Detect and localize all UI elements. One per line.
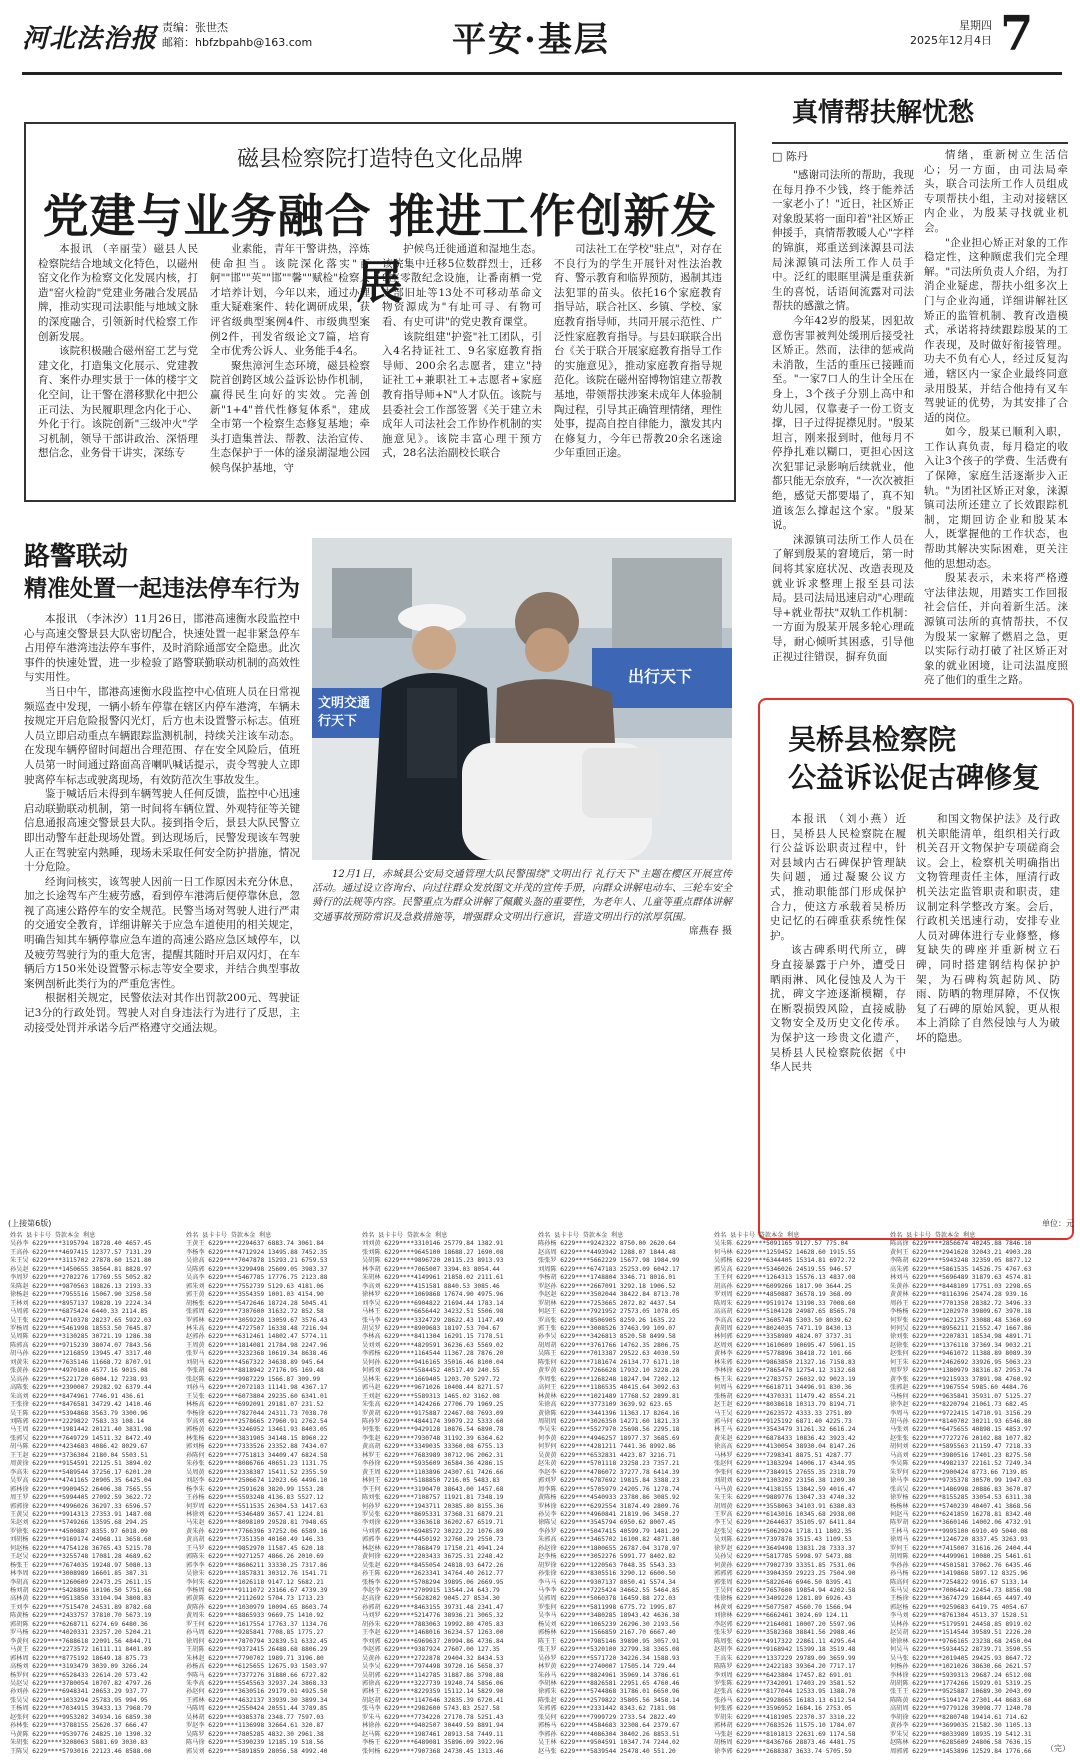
feature-column-4	[554, 242, 722, 492]
editor-info	[162, 20, 312, 50]
section-title: 平安·基层	[452, 20, 610, 60]
wuqiao-headline-1: 吴桥县检察院	[788, 723, 957, 756]
right-story-text-2: 情绪，重新树立生活信心；另一方面，由司法局牵头，联合司法所工作人员组成专项帮扶小组，主动对接辖区内企业，为殷某寻找就业机会。 "企业担心矫正对象的工作稳定性，这种顾虑我们完全理解。"司法所负责人介绍，为打消企业疑虑，帮扶小组多次上门与企业沟通，详细讲解社区矫正的监管机制、教育改造模式，承诺将持续跟踪殷某的工作表现，及时做好衔接管理。功夫不负有心人，经过反复沟通，辖区内一家企业最终同意录用殷某，并结合他持有叉车驾驶证的优势，为其安排了合适的岗位。 如今，殷某已顺利入职，工作认真负责，每月稳定的收入让3个孩子的学费、生活费有了保障，家庭生活逐渐步入正轨。"为团社区矫正对象，涞源镇司法所还建立了长效跟踪机制，定期回访企业和殷某本人，既掌握他的工作状态，也帮助其解决实际困难，更关注他的思想动态。 殷某表示，未来将严格遵守法律法规，用踏实工作回报社会信任，并向着新生活。涞源镇司法所的真情帮扶，不仅为殷某一家解了燃眉之急，更以实际行动打破了社区矫正对象的就业困境，让司法温度照亮了他们的重生之路。	[924, 149, 1068, 687]
feature-column-1	[38, 242, 198, 492]
photo-sign-2: 行天下	[318, 714, 358, 729]
feature-kicker: 磁县检察院打造特色文化品牌	[236, 147, 523, 172]
email-line: 邮箱：hbfzbpahb@163.com	[162, 36, 313, 49]
wuqiao-column-1	[770, 812, 906, 1226]
masthead	[22, 6, 1062, 75]
traffic-text: 本报讯 （李沐汐）11月26日，邯港高速衡水段监控中心与高速交警景县大队密切配合，快速处置一起非紧急停车占用停车港湾违法停车事件，及时消除通部安全隐患。此次事件的快速处置，进一步检验了路警联勤联动机制的高效性与实用性。 当日中午，邯港高速衡水段监控中心值班人员在日常视频巡查中发现，一辆小轿车停靠在辖区内停车港湾，车辆未按规定开启危险报警闪光灯，后方也未设置警示标志。值班人员立即启动重点车辆跟踪监测机制，持续关注该车动态。在发现车辆停留时间超出合理范围、存在安全风险后，值班人员第一时间通过路面高音喇叭喊话提示，责令驾驶人立即驶离停车标志或驶离现场，有效防范次生事故发生。 鉴于喊话后未得到车辆驾驶人任何反馈，监控中心迅速启动联勤联动机制，第一时间将车辆位置、外观特征等关键信息通报高速交警景县大队。接到指令后，景县大队民警立即出动警车赶赴现场处置。到达现场后，民警发现该车驾驶人正在驾驶室内熟睡，现场未采取任何安全防护措施，情况十分危险。 经询问核实，该驾驶人因前一日工作原因未充分休息，加之长途驾车产生疲劳感，看到停车港湾后便停靠休息，忽视了高速公路停车的安全规范。民警当场对驾驶人进行严肃的交通安全教育，详细讲解关于应急车道使用的相关规定，明确告知其车辆停靠应急车道的高速公路应急区域停车，以及疲劳驾驶行为的重大危害，提醒其随时开启双闪灯，在车辆后方150米处设置警示标志等安全要求，并结合典型事故案例剖析此类行为的严重危害性。 根据相关规定，民警依法对其作出罚款200元、驾驶证记3分的行政处罚。驾驶人对自身违法行为进行了反思，主动接受处罚并承诺今后严格遵守交通法规。	[24, 613, 300, 1034]
right-story-column-1	[772, 168, 914, 690]
page-number: 7	[1000, 6, 1034, 62]
issue-date: 2025年12月4日	[910, 34, 992, 47]
news-photo	[312, 538, 732, 860]
table-caption-left: (上接第6版)	[8, 1219, 52, 1228]
feature-column-3	[382, 242, 542, 492]
caption-text: 12月1日，赤城县公安局交通管理大队民警围绕"文明出行 礼行天下"主题在樱区开展宣传活动。通过设立咨询台、向过往群众发放图文并茂的宣传手册，向群众讲解电动车、三轮车安全骑行的法规等内容。民警重点为群众讲解了佩戴头盔的重要性，为老年人、儿童等重点群体讲解交通事故预防常识及急救措施等，增强群众文明出行意识，营造文明出行的浓厚氛围。	[312, 869, 732, 923]
table-column: 姓名 县卡卡号 贷款本金 利息 王黄王 6229****2294637 6883.74 3061.84 李杨李 6229****4712924 13495.88 7452.35 吴徐高 6229****7047878 15293.21 6759.53 吴陈郭 6229****3299498 25609.05 3983.37 吴高李 6229****5467785 17776.75 2123.88 郭朱刘 6229****7552739 5129.63 4181.06 郭王黄 6229****3554359 1001.03 4154.90 胡杨张 6229****5472646 18724.28 5045.41 张郭周 6229****7307600 31632.72 852.58 罗郭林 6229****3059220 13059.67 3576.43 林朱高 6229****4727507 16338.48 7216.94 赵郭孙 6229****6312461 14802.47 5774.11 王周黄 6229****1814081 21784.98 2247.96 张罗马 6229****3232368 10619.34 8638.46 刘胡马 6229****4567322 34638.89 945.64 李张胡 6229****8818942 27176.95 169.48 张赵陈 6229****9987229 1566.87 309.99 刘孙马 6229****2072183 11141.98 4367.17 王吴张 6229****6073804 29235.60 6341.01 林杨高 6229****6992091 29181.07 231.52 李杨徐 6229****7827044 24311.73 7038.70 罗高刘 6229****2578665 27960.91 2762.54 郭杨黄 6229****3246952 13461.93 8403.05 林张杨 6229****3831905 34148.15 8960.22 郭刘杨 6229****7333526 23352.88 7434.07 孙陈何 6229****7751813 34409.47 6824.58 朱孙张 6229****8086766 40651.23 1131.75 吴周黄 6229****2338387 15411.52 2355.59 刘赵李 6229****2506674 12023.66 4496.10 杨李朱 6229****2591628 3820.99 1553.28 王孙杨 6229****5593248 4136.83 5527.12 何罗周 6229****5511535 26304.53 1417.63 林徐刘 6229****5346489 3657.41 1224.81 马朱赵 6229****8098109 29528.81 7948.65 黄朱孙 6229****7766396 37252.06 6589.16 黄高胡 6229****7351350 40160.49 146.33 王马罗 6229****9852970 11587.45 620.18 郭陈朱 6229****9271257 4866.26 2010.69 郭李李 6229****8606211 33330.25 7317.86 吴徐朱 6229****1857831 30312.76 1541.71 李何朱 6229****1026118 9147.12 5682.21 李杨周 6229****9111072 23166.67 4739.39 郭黄陈 6229****2112692 5704.73 1713.23 黄陈孙 6229****1030979 10094.65 8603.74 黄周朱 6229****8865933 9669.75 1410.92 罗王何 6229****1617554 17763.37 1134.76 孙马周 6229****9285841 7708.85 1775.27 徐周何 6229****7870794 32839.51 6332.45 王胡陈 6229****9372415 26488.68 8806.29 朱林赵 6229****7790702 1989.71 3196.80 孙杨高 6229****6125655 12675.93 1503.97 李陈马 6229****7377276 31880.66 6727.82 朱李高 6229****5545563 32937.24 3868.33 孙赵何 6229****3630516 29179.01 4925.50 王郭林 6229****4632137 33939.30 3899.34 马陈周 6229****2550424 20551.44 3789.85 吴林胡 6229****9385378 2348.77 7597.03 罗赵李 6229****1136998 32664.61 320.87 吴陈罗 6229****7805285 4832.30 2961.38 陈马徐 6229****5390239 12185.19 518.56 郭吴刘 6229****5891859 28056.58 4992.40	[186, 1232, 328, 1755]
feature-column-2	[210, 242, 370, 492]
right-story-column-2	[924, 148, 1068, 690]
traffic-headline-1: 路警联动	[24, 542, 129, 572]
photo-illustration	[312, 538, 732, 860]
headline-rule	[772, 142, 1068, 144]
wuqiao-text-2: 和国文物保护法》及行政机关职能清单，组织相关行政机关召开文物保护专项磋商会议。会上，检察机关明确指出文物管理责任主体，厘清行政机关法定监管职责和职责，建议制定科学整改方案。会后，行政机关迅速行动，安排专业人员对碑体进行专业修整，修复缺失的碑座并重新树立石碑，同时搭建钢结构保护护架，为石碑构筑起防风、防雨、防晒的物理屏障，不仅恢复了石碑的原始风貌，更从根本上消除了自然侵蚀与人为破坏的隐患。	[916, 813, 1060, 1044]
table-column: 姓名 县卡卡号 贷款本金 利息 陈高徐 6229****2856674 40245.88 7846.10 黄何王 6229****2941628 32043.21 4903.28 李陈胡 6229****5943248 32359.05 8877.12 高朱郭 6229****5861535 14526.75 4767.63 林刘马 6229****5696489 31879.63 4574.81 朱黄孙 6229****8448109 17751.03 2298.65 黄黄林 6229****8116396 25474.28 939.16 周孙王 6229****7701350 28382.72 3496.33 李杨杨 6229****1202970 39809.67 3970.18 何罗张 6229****9621257 33088.48 5360.69 何何吴 6229****8956211 21552.47 1667.86 徐刘张 6229****2207831 18534.98 4891.71 赵徐张 6229****1376118 37369.34 9032.21 赵张何 6229****9461072 11388.89 8089.39 何王朱 6229****2462692 33926.95 5063.23 周罗罗 6229****1380979 38316.87 2953.74 黄李张 6229****9215933 37891.98 4760.92 张郭赵 6229****1967554 5985.60 4484.76 马杨何 6229****9635841 35931.07 5125.27 徐李赵 6229****8220794 21061.73 682.45 李周马 6229****9722415 14710.91 3156.29 胡马孙 6229****8140702 30211.93 6546.80 马张刘 6229****6475655 40898.15 4853.97 赵张张 6229****7727276 20102.88 1077.82 胡何刘 6229****5895563 21159.47 7218.33 马高刘 6229****3980516 17401.23 8275.50 李吴陈 6229****4982137 22161.52 7249.34 朱罗何 6229****2900424 8773.66 7139.85 徐马李 6229****9735378 30570.99 1947.03 张高吴 6229****1486998 20886.83 3670.87 徐罗杨 6229****8155285 33054.53 6311.38 杨杨林 6229****5740239 40407.41 3868.56 何赵马 6229****6241859 16278.81 8342.40 陈罗胡 6229****3660146 14002.06 4732.91 王林马 6229****9995100 6910.49 5040.08 徐周马 6229****1246720 8337.45 3263.93 罗何王 6229****7415007 31616.26 2404.44 胡周陈 6229****4499961 10080.25 5461.61 李孙孙 6229****4501581 37062.76 6435.46 孙马杨 6229****1419868 5897.12 8325.96 陈高何 6229****7254822 9916.67 5133.14 朱马吴 6229****7006442 22454.73 8856.98 王杨徐 6229****3674729 16844.65 4497.49 郭赵杨 6229****9259683 6419.75 4054.67 李马刘 6229****8761304 4513.37 1528.51 吴林孙 6229****5179591 24458.85 8919.02 赵吴胡 6229****1514544 39589.51 2226.20 徐徐林 6229****9766165 23238.68 2450.04 何吴马 6229****5934452 28739.71 3590.55 吴马张 6229****2019405 29425.93 8647.72 何杨孙 6229****1021026 38630.66 2621.57 李林徐 6229****5939313 29687.24 6512.08 胡胡陈 6229****1774266 15929.01 5319.25 张王王 6229****9525887 10689.30 2043.09 陈陈黄 6229****5194174 27301.44 8683.60 高胡周 6229****9779128 39098.77 1240.78 李胡徐 6229****8280748 19414.61 714.62 黄孙李 6229****3699035 21582.30 1105.13 罗朱吴 6229****8033989 18935.19 5412.31 赵陈林 6229****6285609 24806.58 7636.15 周郭郭 6229****1453896 12529.84 1776.66	[890, 1232, 1032, 1755]
traffic-headline-2: 精准处置一起违法停车行为	[24, 575, 300, 602]
feature-text-3: 护候鸟迁徙通道和湿地生态。该院集中迁移5位数群烈士，迁移9座零散纪念设施，让番南栖一党支部旧址等13处不可移动革命文物资源成为"有址可寻、有物可看、有史可讲"的党史教育课堂。 该院组建"护瓷"社工团队，引入4名持证社工、9名家庭教育指导师、200余名志愿者，建立"持证社工+兼职社工+志愿者+家庭教育指导师+N"人才队伍。该院与县委社会工作部签署《关于建立未成年人司法社会工作协作机制的实施意见》。该院丰富心理干预方式，28名法治副校长联合	[382, 243, 542, 460]
table-column: 姓名 县卡卡号 贷款本金 利息 吴孙李 6229****3195794 18728.40 4657.45 王高孙 6229****4697415 12377.57 7131.29 朱王吴 6229****3115702 27878.60 1521.80 孙吴赵 6229****1450655 38564.81 8828.97 李周罗 6229****2702276 17769.55 5052.82 朱陈赵 6229****9870563 18826.13 2193.33 徐杨赵 6229****7955516 15067.90 3250.50 王林刘 6229****8957137 19828.19 2224.34 马周郭 6229****6875424 6440.33 2114.85 吴王张 6229****4710378 28237.65 5922.03 罗杨周 6229****5461998 18553.50 7645.87 吴周陈 6229****3130285 30721.19 1286.38 陈郭高 6229****9715239 38074.07 7843.56 胡马孙 6229****1216859 13945.47 3317.40 刘黄朱 6229****7635146 11668.72 8707.91 张黄孙 6229****4970100 4577.16 9015.08 吴高孙 6229****5221720 6004.12 7238.93 高陈张 6229****2390007 29282.92 6379.44 朱高刘 6229****8474961 7746.91 436.61 王张徐 6229****8476581 34729.42 1410.46 吴王陈 6229****5394868 3563.79 3300.96 刘陈郭 6229****2229822 7583.33 108.14 马王周 6229****1981442 20121.40 3831.98 张郭吴 6229****7649729 14511.32 8472.49 胡马陈 6229****4234683 4086.42 8029.67 王王赵 6229****3736304 2180.04 5503.51 周黄徐 6229****9154591 22125.51 3894.02 李高朱 6229****5489544 37256.17 6201.20 吴罗高 6229****4741165 20905.35 6425.04 郭林徐 6229****9909452 26406.38 7565.55 周王罗 6229****5994405 27092.59 3622.72 郭郭徐 6229****4996026 36297.33 6596.57 王黄吴 6229****9914313 27353.91 1487.08 朱赵刘 6229****5749266 13595.68 294.25 罗徐张 6229****4500887 8355.97 6018.09 刘胡杨 6229****9169174 24968.11 3658.60 何赵杨 6229****4754128 36765.43 5215.78 王赵吴 6229****3255748 17081.28 4689.62 杨张王 6229****7674035 19248.97 5080.13 林李周 6229****3008989 16601.85 387.31 李胡高 6229****1260609 22473.25 2611.15 杨刘胡 6229****5428896 10196.50 5751.66 高林黄 6229****9513850 33104.94 3808.83 王刘李 6229****7515470 24531.89 8782.68 陈黄杨 6229****2433757 37810.70 5673.19 郭胡陈 6229****6268711 6274.69 6480.36 罗马杨 6229****4020331 23257.20 5204.21 李黄何 6229****7688618 22091.56 4844.71 马黄王 6229****2273572 16111.11 8401.89 郭林周 6229****8775192 18649.18 875.73 高杨刘 6229****3193479 3039.09 3266.24 杨罗何 6229****6528433 22614.20 573.42 吴赵吴 6229****3780054 10707.82 4797.26 孙刘孙 6229****6948341 20653.29 937.77 张吴吴 6229****1033294 25783.95 994.95 王杨周 6229****7034915 39433.13 7968.79 赵张何 6229****9953202 34934.16 6859.30 孙林张 6229****3788155 25620.37 666.47 马黄陈 6229****9539776 24825.10 1390.32 朱胡张 6229****3208063 5881.69 3030.83 王陈吴 6229****5793016 22123.46 8588.00	[10, 1232, 152, 1755]
table-end-mark: （完）	[1046, 1744, 1070, 1753]
table-column: 姓名 县卡卡号 贷款本金 利息 陈孙杨 6229****9242322 8750.00 2620.64 赵高周 6229****4493942 1288.07 1844.48 张张罗 6229****5662229 15677.98 1984.99 刘周陈 6229****6747183 25253.09 6042.17 李杨胡 6229****1748804 3346.71 8016.01 罗赵孙 6229****2667091 3292.18 1906.52 李赵赵 6229****3502044 38422.84 8713.70 罗胡林 6229****7253665 2072.02 4437.54 何赵王 6229****7921952 27573.05 1078.05 罗高张 6229****8506905 8259.26 1635.22 郭王张 6229****3008526 37463.99 109.07 孙李吴 6229****3426813 8520.58 8499.58 胡周胡 6229****3761766 14762.35 2806.75 吴陈王 6229****7013387 29522.63 4030.59 陈张何 6229****7181674 26134.77 6171.10 黄罗黄 6229****7266628 17932.10 3228.28 李周张 6229****1268248 18247.94 7202.12 高何王 6229****1186535 40415.64 3092.63 林黄林 6229****1021489 17768.52 2899.81 朱徐高 6229****3773109 3639.92 623.65 黄徐陈 6229****3441396 11363.17 8264.16 周胡周 6229****3026350 14271.60 1821.33 李吴朱 6229****5527970 25698.56 2295.18 何李黄 6229****4946257 18977.37 3685.69 何罗何 6229****4281211 7441.36 8992.86 吴黄黄 6229****6532831 4423.87 3216.71 赵朱黄 6229****5701118 23258.23 7357.21 李赵李 6229****4786072 37277.78 6414.39 郭刘罗 6229****6787692 19815.84 3388.23 周李陈 6229****5705979 24205.76 1278.74 黄陈杨 6229****4540933 23780.86 3085.92 罗林徐 6229****6292554 31874.49 2809.76 孙吴李 6229****4960841 21819.96 3450.27 徐陈吴 6229****3545794 6950.62 8007.45 李孙罗 6229****5047415 40599.79 1481.29 朱郭高 6229****3465702 16100.82 4871.80 孙赵徐 6229****1800655 26787.04 3178.97 赵李杨 6229****3052276 5991.77 8402.82 胡罗徐 6229****1220563 7048.35 5543.33 孙张徐 6229****8305516 3290.12 6600.50 李马马 6229****9307137 8050.41 5574.34 马李李 6229****7225424 34662.55 5464.85 吴郭周 6229****5060378 16459.88 272.03 罗张何 6229****5811998 6775.72 1995.87 吴李马 6229****3480285 18943.42 4636.38 杨吴刘 6229****1065239 26296.30 2193.56 郭杨林 6229****1566859 2167.70 6667.40 陈王王 6229****7985146 39890.95 3057.91 张王罗 6229****5320100 32799.38 3365.08 吴孙罗 6229****5571720 34226.34 1588.93 林罗黄 6229****2740007 17505.14 729.44 朱孙马 6229****8824961 35969.14 3786.61 李胡林 6229****8826581 22951.65 4760.46 徐郭朱 6229****5744868 31786.01 6650.96 陈张赵 6229****2579822 35805.56 3458.14 朱郭郭 6229****2331442 8343.62 7181.98 张吴何 6229****7999729 2733.54 2822.49 郭杨马 6229****4584683 32308.64 2379.67 李郭孙 6229****4086304 30402.26 8853.51 吴王林 6229****9504591 10347.74 7244.02 赵马张 6229****5839544 25478.40 551.20	[538, 1232, 680, 1755]
photo-caption	[312, 868, 732, 988]
wuqiao-text-1: 本报讯 （刘小燕）近日，吴桥县人民检察院在履行公益诉讼职责过程中，针对县域内古石碑保护管理缺失问题，通过凝聚公议方式，推动职能部门形成保护合力，使这方承载着吴桥历史记忆的石碑重获系统性保护。 该古碑系明代所立，碑身直接暴露于户外，遭受日晒雨淋、风化侵蚀及人为干扰，碑文字迹逐渐模糊，存在断裂损毁风险，直接威胁文物安全及历史文化传承。为保护这一珍贵文化遗产，吴桥县人民检察院依据《中华人民共	[770, 813, 906, 1074]
table-caption-right: 单位：元	[1042, 1219, 1074, 1228]
right-story-text-1: "感谢司法所的帮助，我现在每月挣不少钱，终于能养活一家老小了！"近日，社区矫正对象殷某将一面印着"社区矫正伸援手，真情帮教暖人心"字样的锦旗，郑重送到涞源县司法局涞源镇司法所工作人员手中。泛红的眼眶里满是重获新生的喜悦，话语间流露对司法帮扶的感激之情。 今年42岁的殷某，因犯故意伤害罪被判处缓刑后接受社区矫正。然而，法律的惩戒尚未消散，生活的重压已接踵而至。"一家7口人的生计全压在身上，3个孩子分别上高中和幼儿园，仅靠妻子一份工资支撑，日子过得捉襟见肘。"殷某坦言，刚来报到时，他每月不停挣扎难以糊口，更担心因这次犯罪记录影响后续就业，他都只能无奈放弃，"一次次被拒绝，感觉天都要塌了，真不知道该怎么撑起这个家。"殷某说。 涞源镇司法所工作人员在了解到殷某的窘境后，第一时间将其家庭状况、改造表现及就业诉求整理上报至县司法局。县司法局迅速启动"心理疏导+就业帮扶"双轨工作机制：一方面为殷某开展多轮心理疏导，耐心倾听其困惑，引导他正视过往错误，摒弃负面	[772, 169, 914, 663]
photo-sign-1: 文明交通	[318, 696, 371, 711]
feature-text-4: 司法社工在学校"驻点"，对存在不良行为的学生开展针对性法治教育、警示教育和临界预防，遏制其违法犯罪的苗头。依托16个家庭教育指导站，联合社区、乡镇、学校、家庭教育指导师，共同开展示范性、广泛性家庭教育指导。与县妇联联合出台《关于联合开展家庭教育指导工作的实施意见》，推动家庭教育指导规范化。该院在磁州窑博物馆建立帮教基地，带领帮扶涉案未成年人体验制陶过程，引导其正确管理情绪，理性处事，提高自控自律能力，激发其内在修复力，今年已帮教20余名迷途少年重回正途。	[554, 243, 722, 460]
table-column: 姓名 县卡卡号 贷款本金 利息 吴朱陈 6229****5091165 9127.57 775.04 何马林 6229****1259452 14628.60 1915.55 吴郭杨 6229****6344405 15314.81 6972.72 郭吴高 6229****5346026 24519.55 946.57 王王何 6229****1264313 15576.13 4837.08 胡高孙 6229****6099266 1817.90 3644.25 罗刘周 6229****4850887 36578.19 368.09 陈周朱 6229****9519174 13190.33 7008.60 高高胡 6229****5104128 24987.65 8565.78 李高高 6229****3605748 5303.50 8039.62 黄胡周 6229****8024035 7471.19 8430.13 林何郭 6229****3358989 4824.07 3737.31 赵周刘 6229****1610609 10695.47 5961.15 黄林李 6229****5778896 38418.72 101.66 林朱郭 6229****9863850 21327.16 7158.83 李林徐 6229****7865470 12754.12 3132.68 杨王朱 6229****2783757 26032.92 9023.19 何周马 6229****6618711 34496.91 830.36 张杨胡 6229****4370331 11479.42 8554.21 赵王赵 6229****8038618 10313.79 8194.71 马王吴 6229****2623572 4333.33 2751.89 郭马何 6229****9125192 6871.40 4225.73 林王马 6229****3543479 31261.32 6616.24 黄朱赵 6229****6878433 10836.42 3923.42 徐高高 6229****4130054 38930.04 8147.26 马林罗 6229****7298341 8875.51 4287.77 张赵何 6229****1383294 14006.17 4344.95 李张何 6229****7384915 27655.35 2318.79 刘胡刘 6229****1303202 23156.38 1209.30 马马黄 6229****4138155 13842.59 4016.47 朱王朱 6229****9889776 13047.33 4740.32 胡周黄 6229****3558063 34103.91 6380.83 王罗高 6229****6143016 10345.68 2938.00 李王吴 6229****2644637 35105.97 6411.84 赵张吴 6229****5062924 1718.11 1802.35 吴刘陈 6229****7397878 3515.43 1109.53 徐罗赵 6229****3649498 13831.28 7333.37 吴孙吴 6229****5817785 5998.97 5473.88 何黄孙 6229****7902739 33351.85 7531.06 郭郭郭 6229****3904359 29223.25 7504.90 郭张周 6229****5822646 6946.50 8395.41 王吴何 6229****7657600 19854.94 4202.58 张徐杨 6229****3409220 1281.89 6926.43 林黄刘 6229****5077507 4560.70 1566.94 刘徐林 6229****6662461 3024.69 124.11 李赵郭 6229****2164081 10007.20 5597.96 张朱罗 6229****3582368 38841.56 2988.46 陈周张 6229****4917322 22861.11 4295.64 赵胡李 6229****9168942 15399.18 3519.48 王高朱 6229****1337229 29789.09 3659.99 陈陈罗 6229****2422183 39364.20 7717.17 李刘周 6229****6423804 17457.82 691.01 罗张陈 6229****7342091 17403.29 3581.52 赵张高 6229****8177044 12533.95 1388.70 张孙马 6229****2928665 16183.13 6112.54 何张郭 6229****3596952 1684.16 2753.05 罗胡朱 6229****4181905 22370.37 3310.22 郭林胡 6229****7683526 11575.10 1784.07 马张赵 6229****8101813 22631.69 1174.58 胡杨周 6229****8436766 28873.46 4481.75 徐李郭 6229****2688387 3633.74 5705.59	[714, 1232, 856, 1755]
right-story-headline: 真情帮扶解忧愁	[792, 98, 975, 128]
editor-line: 责编：张世杰	[162, 21, 228, 34]
table-column: 姓名 县卡卡号 贷款本金 利息 刘刘黄 6229****3310146 25779.84 1382.91 张刘陈 6229****9645100 18688.27 1690.08 吴胡陈 6229****9896720 20115.23 8913.93 林李胡 6229****7065007 3394.03 8054.44 朱胡林 6229****4149961 21858.02 2111.61 李高刘 6229****4151581 8840.53 3085.46 徐林罗 6229****1069868 17674.90 4975.96 刘李吴 6229****6904822 21694.44 1783.14 马林王 6229****6656442 34232.51 5506.98 张马李 6229****3324729 28622.43 1147.49 胡吴罗 6229****8909683 18197.53 704.67 李林高 6229****8411304 16291.15 7178.51 吴刘刘 6229****4829591 36236.63 5569.02 李郭杨 6229****1164544 11367.28 7876.20 吴何孙 6229****9416165 35016.46 8100.04 何郭刘 6229****5584452 40517.49 240.55 吴林朱 6229****1669405 1203.70 5297.72 郭马赵 6229****9671026 10408.44 8271.57 王刘赵 6229****5589313 1465.02 3162.08 朱张高 6229****1424266 27706.79 1969.25 罗黄胡 6229****9175887 22467.08 7693.09 陈孙罗 6229****4844174 39079.22 5333.60 何张张 6229****9429128 10876.54 6890.78 李张赵 6229****7930748 31192.39 6364.62 黄高胡 6229****3349035 33360.08 6755.13 林罗王 6229****7683989 30712.96 2062.31 李孙徐 6229****5935609 36584.36 4286.15 黄王周 6229****1103896 24307.61 7426.66 林何王 6229****5188850 7216.05 5483.83 李王何 6229****3190470 38643.00 1457.68 陈刘张 6229****7108757 11921.81 7348.19 何孙罗 6229****1943711 20385.80 8155.36 罗吴张 6229****8695331 37368.31 6879.21 李刘徐 6229****3363618 36202.67 6519.71 马刘郭 6229****6948572 30222.22 1076.89 郭郭李 6229****4450192 32760.29 2550.73 林赵林 6229****7868479 17150.21 4941.24 黄何徐 6229****2203433 36725.31 2248.42 吴张赵 6229****8455054 24818.93 6472.26 孙王陈 6229****2623341 34764.40 2612.77 张杨李 6229****5708294 39895.06 2669.95 李赵李 6229****2709915 13544.24 643.79 赵高徐 6229****5628202 9045.27 8534.30 孙郭胡 6229****8463155 39731.48 2341.47 马刘罗 6229****5214776 38936.21 3065.32 胡孙朱 6229****7883063 19992.80 4705.83 王李赵 6229****1468016 36234.57 1263.00 李刘郭 6229****6969637 20994.86 4736.84 李赵郭 6229****9387924 27607.00 127.35 吴黄孙 6229****2722878 29404.32 8434.53 吴李吴 6229****7974498 39720.16 5658.37 吴胡郭 6229****1142785 31887.86 3798.88 郭徐高 6229****3227739 19240.74 5856.06 郭林王 6229****8229359 15112.14 5829.90 胡赵胡 6229****1147646 32835.39 6720.41 张马李 6229****2982600 5743.83 2527.58 罗朱马 6229****7734220 27170.78 5251.43 林徐孙 6229****9402507 30449.59 8891.94 赵马陈 6229****1987461 28913.58 7449.11 李杨王 6229****6489081 35896.09 3922.96 张何杨 6229****7907368 24730.45 1313.46	[362, 1232, 504, 1755]
date-block	[892, 18, 992, 48]
feature-text-1: 本报讯 （辛丽莹）磁县人民检察院结合地域文化特色，以磁州窑文化作为检察文化发展内核，打造"窑火检韵"党建业务融合发展品牌，推动实现司法职能与地域文脉的深度融合，引领新时代检察工作创新发展。 该院积极融合磁州窑工艺与党建文化，打造集文化展示、党建教育、案件办理实景于一体的楼宇文化空间，让干警在潜移默化中把公正司法、为民履职理念内化于心、外化于行。该院创新"三级冲火"学习机制，领导干部讲政治、深悟理想信念，业务骨干讲实，深练专	[38, 243, 198, 460]
feature-text-2: 业素能，青年干警讲热，淬炼使命担当。该院深化落实"百舸""邯""英""邯""馨""赋检"检察人才培养计划，今年以来，通过办理重大疑难案件、转化调研成果，获评省级典型案例4件、市级典型案例2件，刊发省级论文7篇，培育全市优秀公诉人、业务能手4名。 聚焦漳河生态环境，磁县检察院首创跨区域公益诉讼协作机制，赢得民生向好的实效。完善创新"1+4"普代性修复体系"，建成全市第一个检察生态修复基地；牵头打造集普法、帮教、法治宣传、生态保护于一体的滏泉湖湿地公园候鸟保护基地，守	[210, 243, 370, 474]
feature-article	[24, 122, 736, 502]
wuqiao-column-2	[916, 812, 1060, 1226]
wuqiao-headline-2: 公益诉讼促古碑修复	[788, 761, 1041, 794]
newspaper-logo: 河北法治报	[22, 24, 158, 54]
traffic-body	[24, 612, 300, 1208]
photo-credit: 席燕春 摄	[688, 925, 732, 937]
wuqiao-story-box	[758, 698, 1074, 1240]
right-story-byline: □ 陈丹	[772, 150, 808, 163]
loan-data-table	[8, 1218, 1074, 1754]
weekday: 星期四	[959, 19, 992, 32]
feature-headline: 党建与业务融合 推进工作创新发展	[42, 189, 718, 309]
photo-sign-3: 出行天下	[628, 667, 693, 686]
